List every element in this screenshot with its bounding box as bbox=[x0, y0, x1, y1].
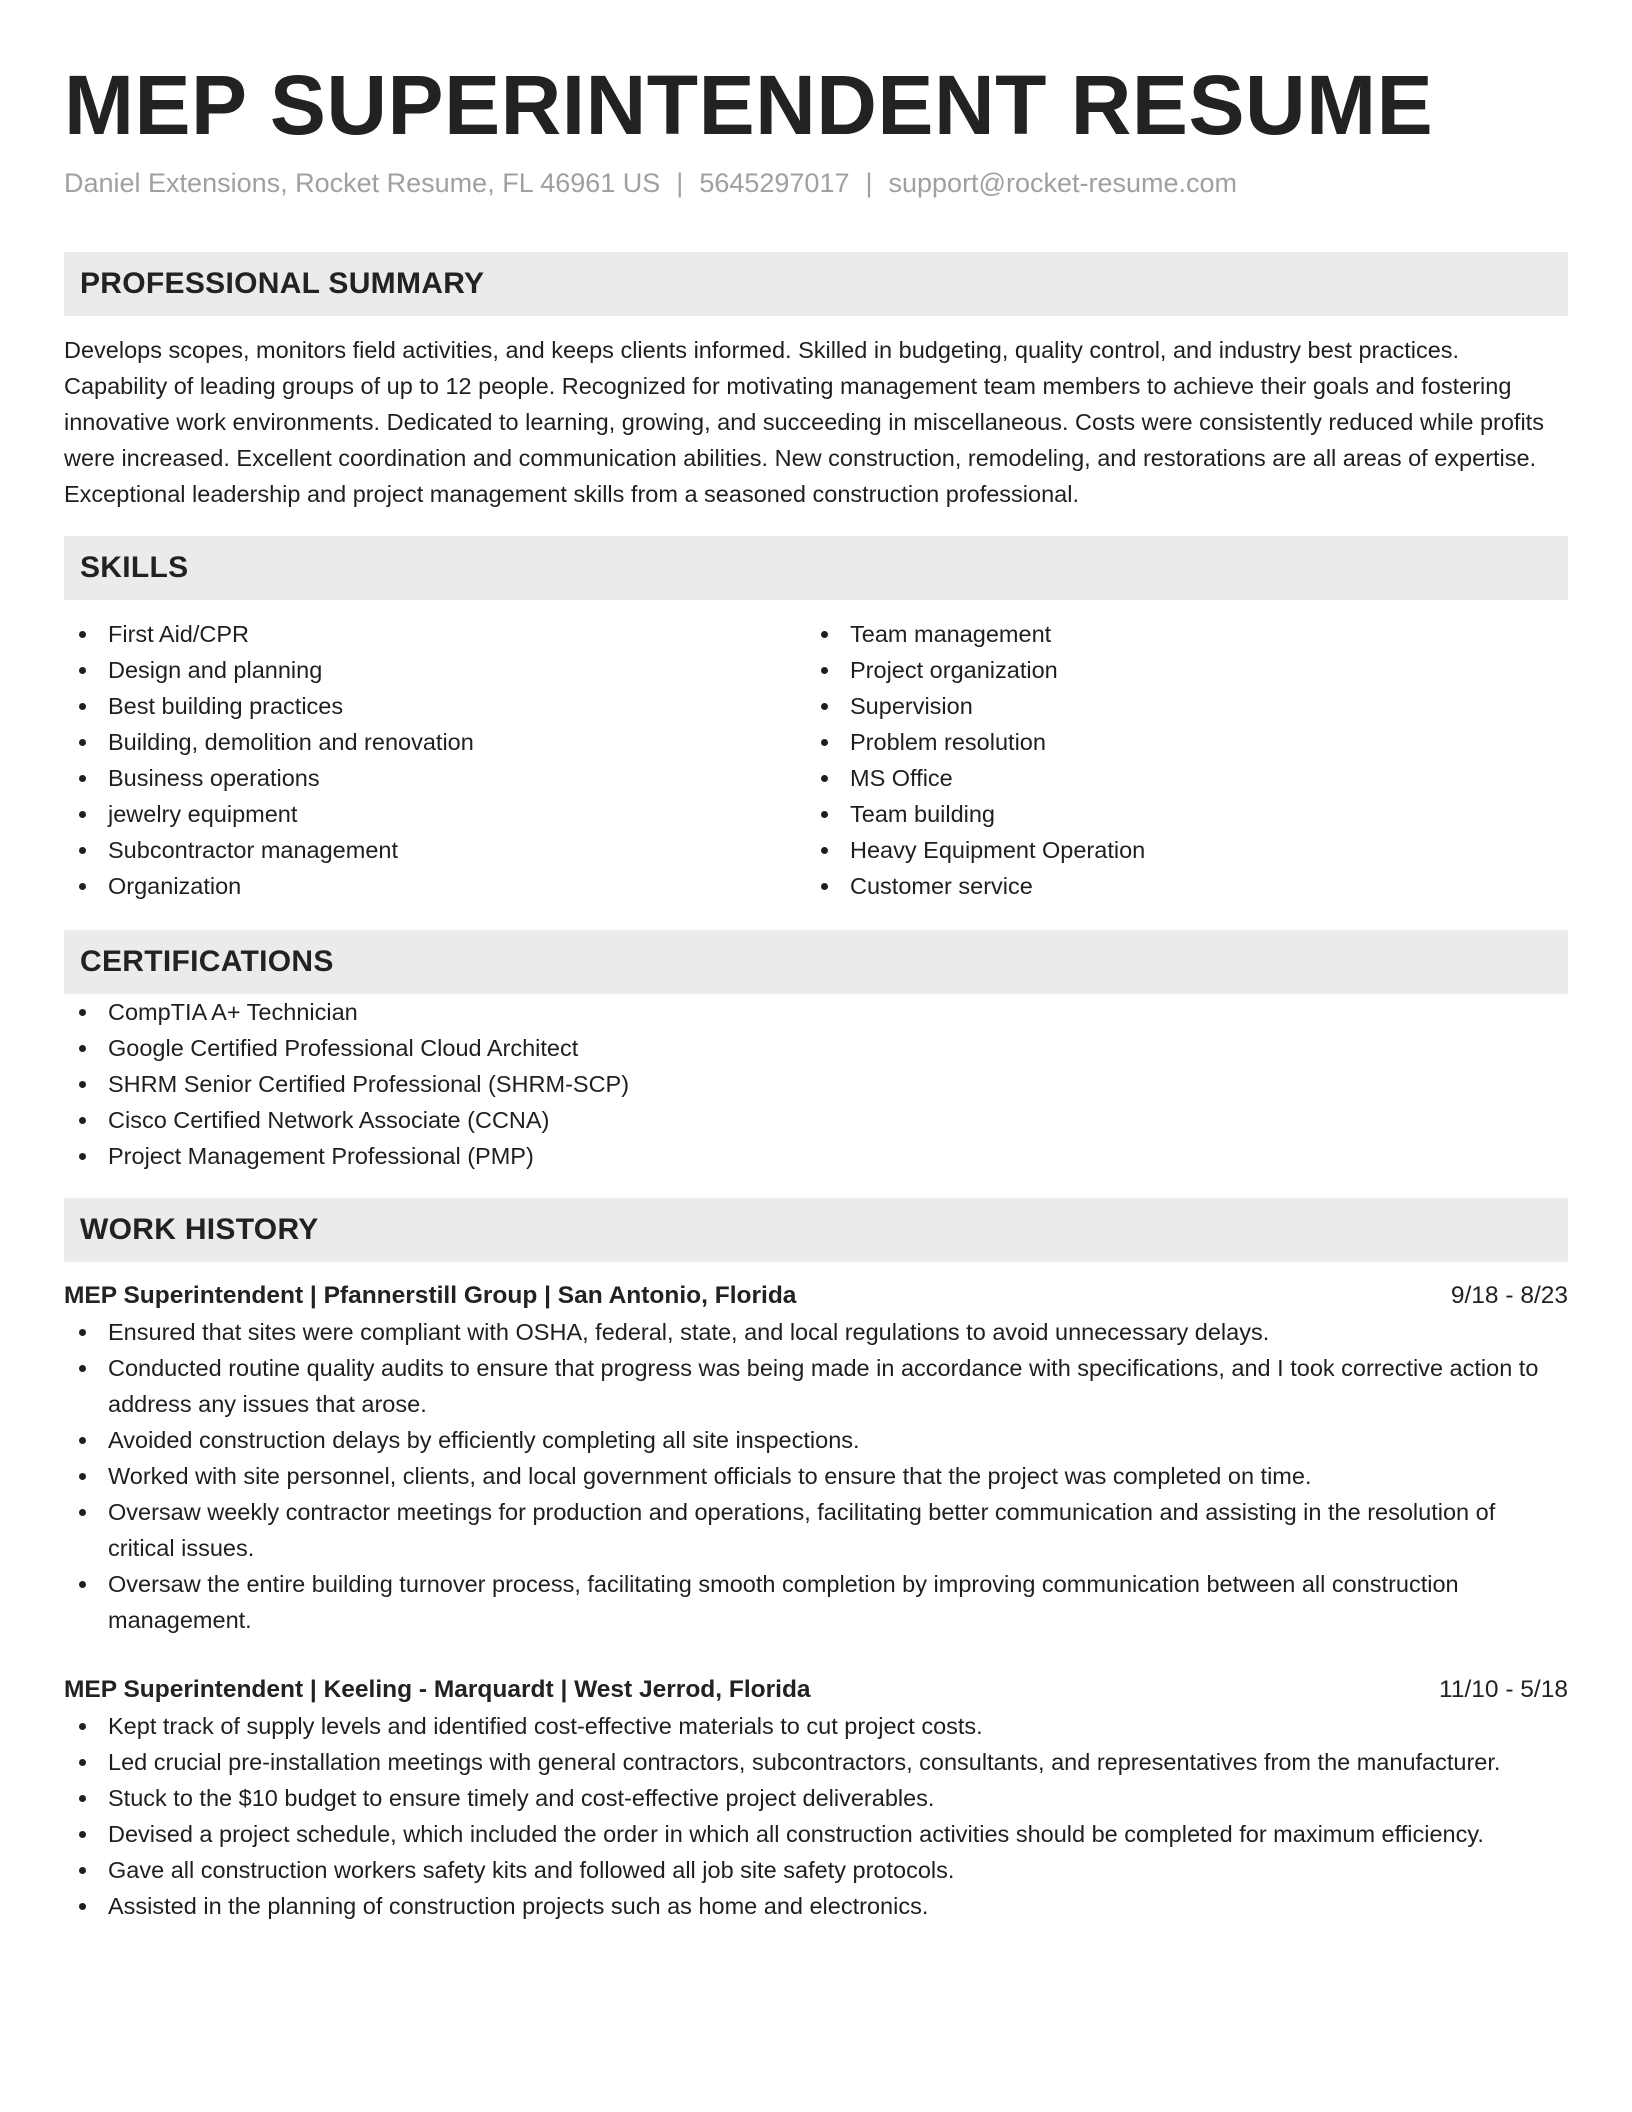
skills-column-left bbox=[64, 616, 806, 904]
job-dates: 11/10 - 5/18 bbox=[1439, 1676, 1568, 1703]
skill-item: Organization bbox=[64, 868, 806, 904]
contact-separator: | bbox=[676, 168, 684, 198]
job-bullet: Worked with site personnel, clients, and local government officials to ensure that the project was completed on time. bbox=[64, 1458, 1568, 1494]
job-bullet: Conducted routine quality audits to ensure that progress was being made in accordance with specifications, and I took corrective action to address any issues that arose. bbox=[64, 1350, 1568, 1422]
job-bullet: Devised a project schedule, which included the order in which all construction activities should be completed for maximum efficiency. bbox=[64, 1816, 1568, 1852]
skill-item: Team building bbox=[806, 796, 1548, 832]
skills-columns bbox=[64, 616, 1568, 904]
skill-item: jewelry equipment bbox=[64, 796, 806, 832]
job-header bbox=[64, 1278, 1568, 1314]
skill-item: Best building practices bbox=[64, 688, 806, 724]
certification-item: Project Management Professional (PMP) bbox=[64, 1138, 1568, 1174]
job-bullet: Led crucial pre-installation meetings with general contractors, subcontractors, consultants, and representatives from the manufacturer. bbox=[64, 1744, 1568, 1780]
skill-item: Business operations bbox=[64, 760, 806, 796]
job-bullet: Gave all construction workers safety kits and followed all job site safety protocols. bbox=[64, 1852, 1568, 1888]
certification-item: Cisco Certified Network Associate (CCNA) bbox=[64, 1102, 1568, 1138]
resume-title: MEP SUPERINTENDENT RESUME bbox=[64, 58, 1434, 152]
certification-item: SHRM Senior Certified Professional (SHRM-SCP) bbox=[64, 1066, 1568, 1102]
skill-item: Building, demolition and renovation bbox=[64, 724, 806, 760]
job-bullet: Assisted in the planning of construction projects such as home and electronics. bbox=[64, 1888, 1568, 1924]
skill-item: Team management bbox=[806, 616, 1548, 652]
contact-separator: | bbox=[865, 168, 873, 198]
summary-text: Develops scopes, monitors field activities, and keeps clients informed. Skilled in budgeting, quality control, and industry best practices. Capability of leading groups of up to 12 people. Recognized for motivating management team members to achieve their goals and fostering innovative work environments. Dedicated to learning, growing, and succeeding in miscellaneous. Costs were consistently reduced while profits were increased. Excellent coordination and communication abilities. New construction, remodeling, and restorations are all areas of expertise. Exceptional leadership and project management skills from a seasoned construction professional. bbox=[64, 337, 1544, 507]
job-bullet: Stuck to the $10 budget to ensure timely and cost-effective project deliverables. bbox=[64, 1780, 1568, 1816]
contact-email: support@rocket-resume.com bbox=[888, 168, 1238, 198]
skills-list-left bbox=[64, 616, 806, 904]
certifications-list bbox=[64, 994, 1568, 1174]
section-header-summary: PROFESSIONAL SUMMARY bbox=[64, 252, 1568, 316]
section-header-work-history: WORK HISTORY bbox=[64, 1198, 1568, 1262]
certification-item: CompTIA A+ Technician bbox=[64, 994, 1568, 1030]
job-bullet: Ensured that sites were compliant with OSHA, federal, state, and local regulations to avoid unnecessary delays. bbox=[64, 1314, 1568, 1350]
job-title: MEP Superintendent | Pfannerstill Group | San Antonio, Florida bbox=[64, 1282, 797, 1309]
job-bullet: Oversaw the entire building turnover process, facilitating smooth completion by improving communication between all construction management. bbox=[64, 1566, 1568, 1638]
job-entry bbox=[64, 1278, 1568, 1638]
contact-address: Daniel Extensions, Rocket Resume, FL 46961 US bbox=[64, 168, 661, 198]
job-title: MEP Superintendent | Keeling - Marquardt | West Jerrod, Florida bbox=[64, 1676, 811, 1703]
skill-item: Supervision bbox=[806, 688, 1548, 724]
job-bullets bbox=[64, 1708, 1568, 1924]
certification-item: Google Certified Professional Cloud Architect bbox=[64, 1030, 1568, 1066]
skill-item: MS Office bbox=[806, 760, 1548, 796]
skill-item: Project organization bbox=[806, 652, 1548, 688]
job-entry bbox=[64, 1672, 1568, 1924]
job-dates: 9/18 - 8/23 bbox=[1450, 1282, 1568, 1309]
section-header-certifications: CERTIFICATIONS bbox=[64, 930, 1568, 994]
job-bullet: Kept track of supply levels and identified cost-effective materials to cut project costs. bbox=[64, 1708, 1568, 1744]
job-bullet: Oversaw weekly contractor meetings for production and operations, facilitating better communication and assisting in the resolution of critical issues. bbox=[64, 1494, 1568, 1566]
skills-list-right bbox=[806, 616, 1548, 904]
skill-item: Heavy Equipment Operation bbox=[806, 832, 1548, 868]
skill-item: Problem resolution bbox=[806, 724, 1548, 760]
skills-column-right bbox=[806, 616, 1548, 904]
contact-phone: 5645297017 bbox=[699, 168, 850, 198]
contact-line bbox=[64, 166, 1568, 200]
job-header bbox=[64, 1672, 1568, 1708]
skill-item: First Aid/CPR bbox=[64, 616, 806, 652]
skill-item: Design and planning bbox=[64, 652, 806, 688]
skill-item: Subcontractor management bbox=[64, 832, 806, 868]
job-bullets bbox=[64, 1314, 1568, 1638]
job-bullet: Avoided construction delays by efficiently completing all site inspections. bbox=[64, 1422, 1568, 1458]
skill-item: Customer service bbox=[806, 868, 1548, 904]
section-header-skills: SKILLS bbox=[64, 536, 1568, 600]
